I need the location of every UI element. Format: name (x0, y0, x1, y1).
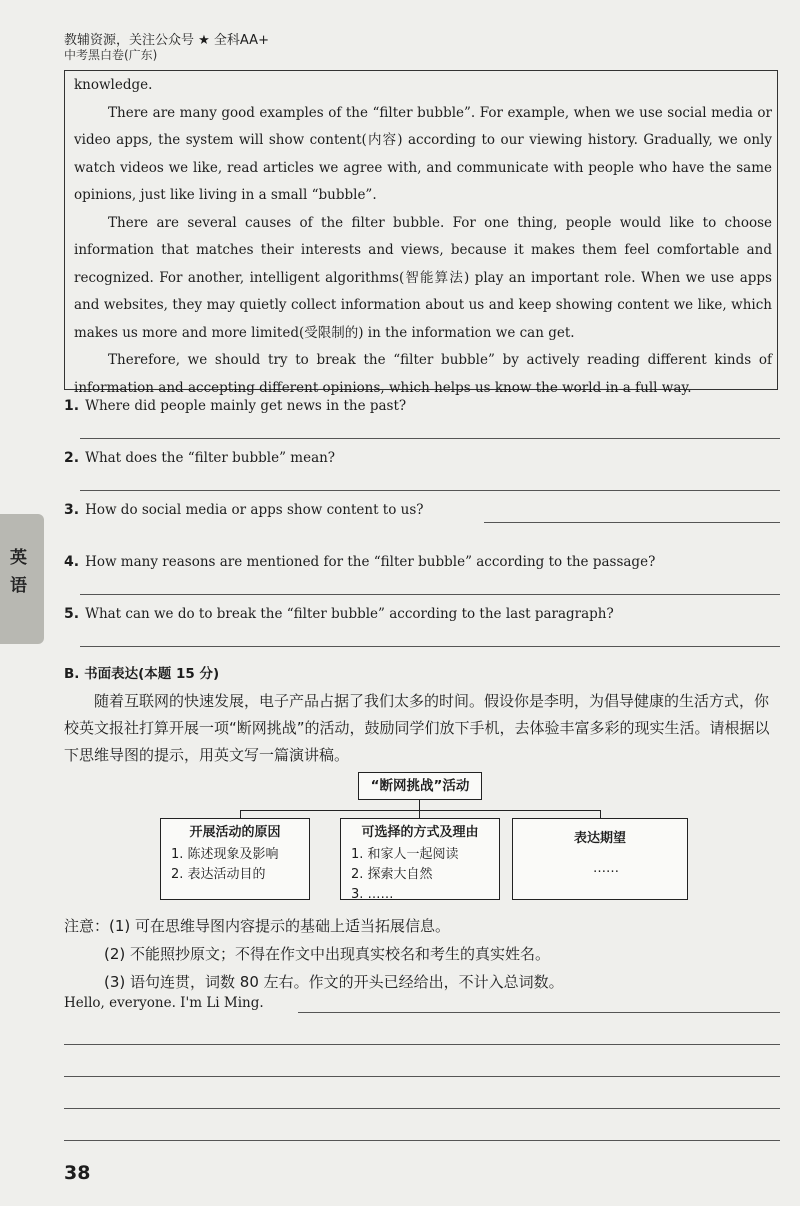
question-5 (64, 606, 780, 658)
header-watermark-text: 教辅资源，关注公众号 ★ 全科AA+ (64, 33, 269, 48)
question-2 (64, 450, 780, 502)
section-b-title: B. 书面表达(本题 15 分) (64, 666, 220, 682)
connector (240, 810, 241, 818)
question-text: Where did people mainly get news in the past? (85, 398, 407, 414)
box-title: 开展活动的原因 (189, 825, 281, 840)
writing-notes (64, 912, 780, 996)
reading-passage (74, 72, 772, 402)
box-item: 2. 表达活动目的 (171, 867, 266, 882)
writing-line[interactable] (64, 1076, 780, 1077)
note-1: 注意：(1) 可在思维导图内容提示的基础上适当拓展信息。 (64, 917, 451, 935)
box-item: 2. 探索大自然 (351, 867, 433, 882)
box-title: 表达期望 (573, 831, 626, 846)
writing-line[interactable] (64, 1108, 780, 1109)
writing-prompt: 随着互联网的快速发展，电子产品占据了我们太多的时间。假设你是李明，为倡导健康的生活方式，你校英文报社打算开展一项“断网挑战”的活动，鼓励同学们放下手机，去体验丰富多彩的现实生活。请根据以下思维导图的提示，用英文写一篇演讲稿。 (64, 692, 770, 764)
question-text: How many reasons are mentioned for the “filter bubble” according to the passage? (85, 554, 656, 570)
side-tab-char: 语 (10, 576, 27, 596)
question-1 (64, 398, 780, 450)
question-text: What can we do to break the “filter bubble” according to the last paragraph? (85, 606, 614, 622)
page-number: 38 (64, 1162, 91, 1184)
question-text: How do social media or apps show content to us? (85, 502, 424, 518)
page-header (64, 34, 269, 62)
writing-line[interactable] (64, 1140, 780, 1141)
question-number: 1. (64, 398, 80, 414)
mind-map-box-expectations (512, 818, 688, 900)
essay-opening: Hello, everyone. I'm Li Ming. (64, 995, 264, 1011)
connector (600, 810, 601, 818)
essay-area[interactable] (64, 992, 780, 1011)
connector (240, 810, 600, 811)
answer-line[interactable] (80, 438, 780, 439)
answer-line[interactable] (484, 522, 780, 523)
question-number: 3. (64, 502, 80, 518)
passage-paragraph-3: There are several causes of the filter bubble. For one thing, people would like to choose information that matches their interests and views, because it makes them feel comfortable and recognized. For another, intelligent algorithms(智能算法) play an important role. When we use apps and websites, they may quietly collect information about us and keep showing content we like, which makes us more and more limited(受限制的) in the information we can get. (74, 214, 772, 341)
note-2: (2) 不能照抄原文；不得在作文中出现真实校名和考生的真实姓名。 (104, 945, 551, 963)
passage-paragraph-2: There are many good examples of the “filter bubble”. For example, when we use social media or video apps, the system will show content(内容) according to our viewing history. Gradually, we only watch videos we like, read articles we agree with, and communicate with people who have the same opinions, just like living in a small “bubble”. (74, 104, 772, 203)
question-text: What does the “filter bubble” mean? (85, 450, 336, 466)
box-item: …… (593, 861, 619, 876)
question-4 (64, 554, 780, 606)
answer-line[interactable] (80, 490, 780, 491)
question-list (64, 398, 780, 658)
writing-line[interactable] (298, 1012, 780, 1013)
mind-map-root: “断网挑战”活动 (358, 772, 482, 800)
box-title: 可选择的方式及理由 (361, 825, 479, 840)
box-item: 1. 和家人一起阅读 (351, 847, 459, 862)
question-number: 2. (64, 450, 80, 466)
question-number: 5. (64, 606, 80, 622)
answer-line[interactable] (80, 594, 780, 595)
passage-paragraph-4: Therefore, we should try to break the “filter bubble” by actively reading different kinds of information and accepting different opinions, which helps us know the world in a full way. (74, 352, 772, 396)
answer-line[interactable] (80, 646, 780, 647)
side-tab-label (10, 544, 27, 600)
mind-map (160, 772, 720, 912)
note-3: (3) 语句连贯，词数 80 左右。作文的开头已经给出，不计入总词数。 (104, 973, 564, 991)
box-item: 1. 陈述现象及影响 (171, 847, 279, 862)
question-number: 4. (64, 554, 80, 570)
writing-section (64, 662, 780, 769)
writing-line[interactable] (64, 1044, 780, 1045)
question-3 (64, 502, 780, 554)
side-tab-char: 英 (10, 548, 27, 568)
box-item: 3. …… (351, 887, 394, 902)
connector (419, 810, 420, 818)
subject-side-tab (0, 514, 44, 644)
header-book-title: 中考黑白卷(广东) (64, 48, 158, 62)
mind-map-box-methods (340, 818, 500, 900)
connector (419, 800, 420, 810)
mind-map-box-reasons (160, 818, 310, 900)
passage-paragraph-1: knowledge. (74, 77, 153, 93)
